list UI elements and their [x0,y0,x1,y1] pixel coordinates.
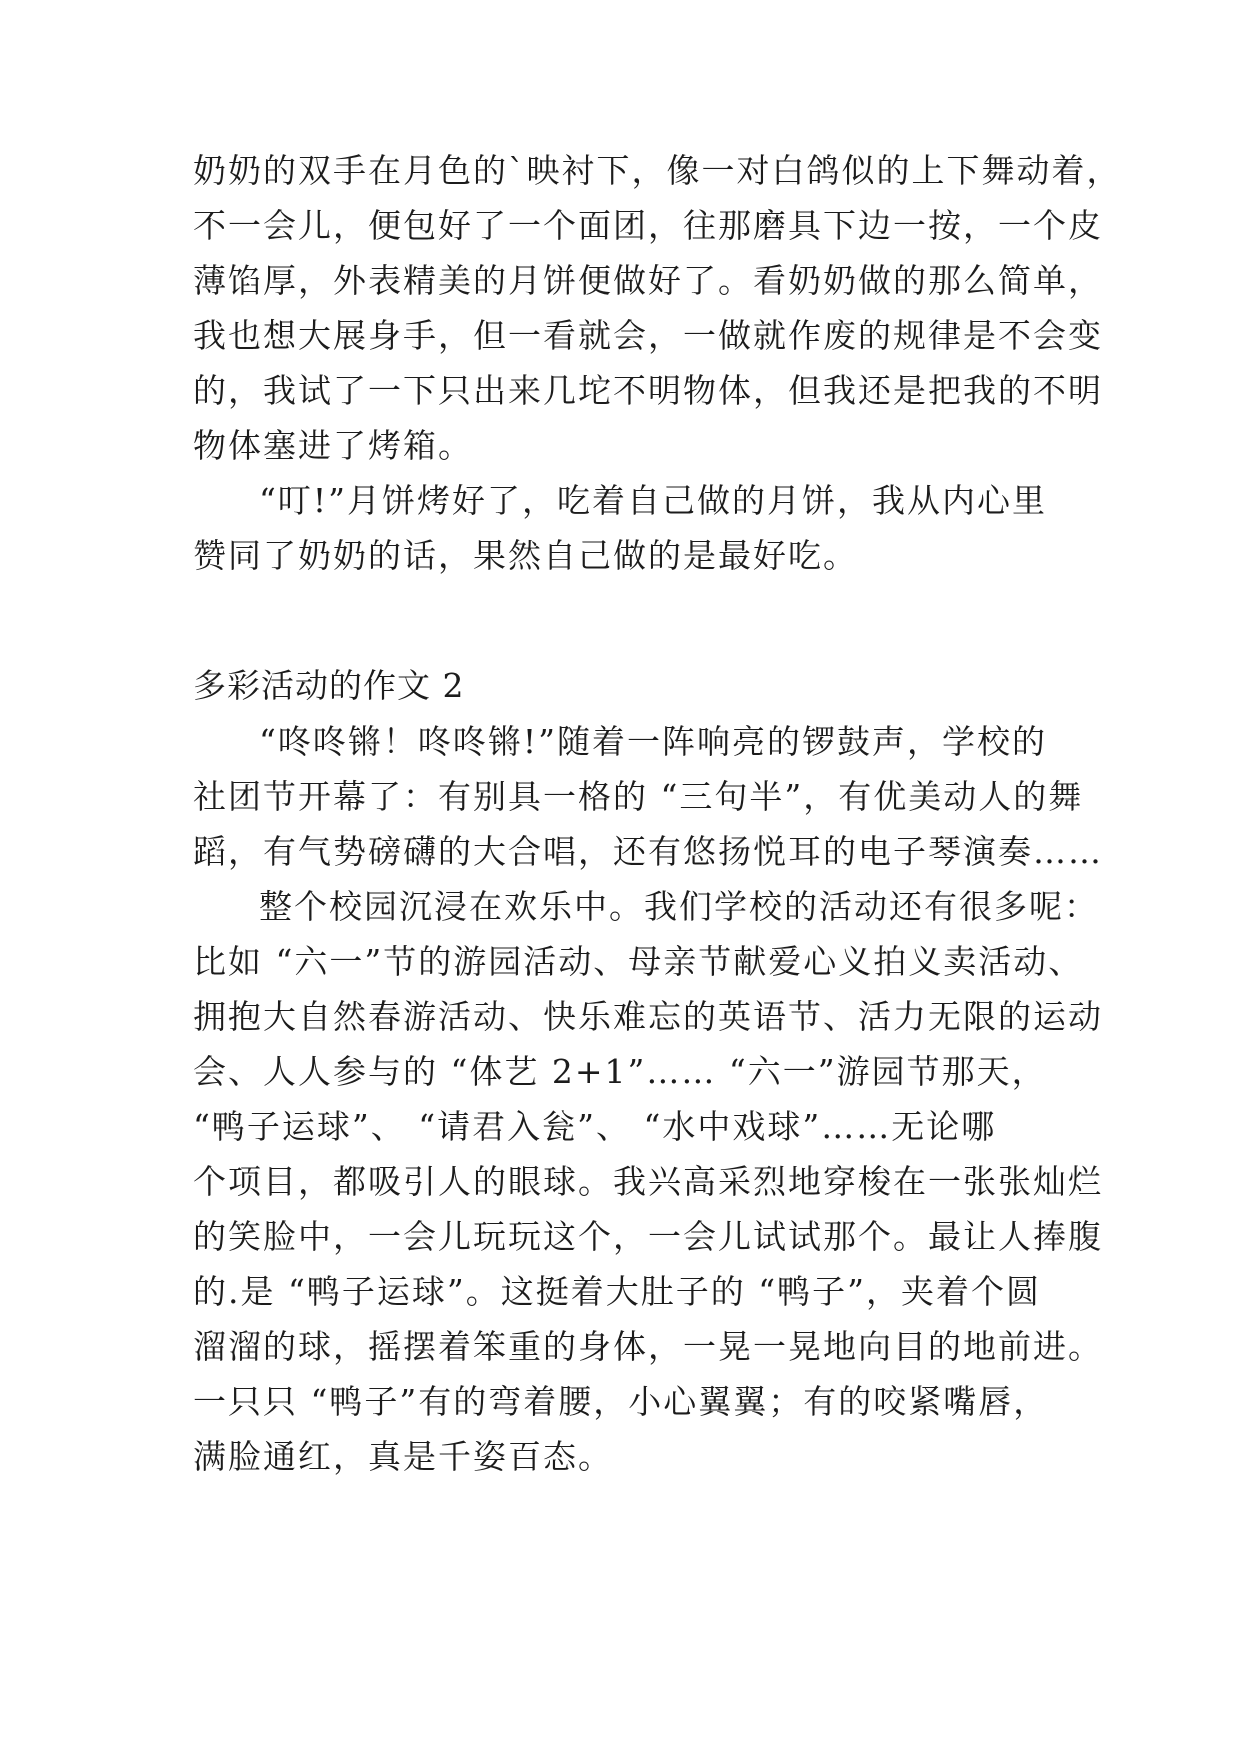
paragraph-line: 整个校园沉浸在欢乐中。我们学校的活动还有很多呢： [259,887,1099,926]
paragraph-line: 我也想大展身手，但一看就会，一做就作废的规律是不会变 [193,316,1103,355]
paragraph-line: “咚咚锵！咚咚锵!”随着一阵响亮的锣鼓声，学校的 [259,722,1048,761]
paragraph-line: 比如 “六一”节的游园活动、母亲节献爱心义拍义卖活动、 [193,942,1084,981]
paragraph-line: 奶奶的双手在月色的`映衬下，像一对白鸽似的上下舞动着， [193,151,1122,190]
paragraph-line: 的，我试了一下只出来几坨不明物体，但我还是把我的不明 [193,371,1103,410]
paragraph-line: 会、人人参与的 “体艺 2+1”…… “六一”游园节那天， [193,1052,1047,1091]
document-body [193,0,1122,1754]
paragraph-line: 个项目，都吸引人的眼球。我兴高采烈地穿梭在一张张灿烂 [193,1162,1103,1201]
paragraph-line: 社团节开幕了：有别具一格的 “三句半”，有优美动人的舞 [193,777,1084,816]
paragraph-line: 蹈，有气势磅礴的大合唱，还有悠扬悦耳的电子琴演奏…… [193,832,1103,871]
paragraph-line: 拥抱大自然春游活动、快乐难忘的英语节、活力无限的运动 [193,997,1103,1036]
paragraph-line: “鸭子运球”、 “请君入瓮”、 “水中戏球”……无论哪 [193,1107,997,1146]
paragraph-line: 的笑脸中，一会儿玩玩这个，一会儿试试那个。最让人捧腹 [193,1217,1103,1256]
paragraph-line: 一只只 “鸭子”有的弯着腰，小心翼翼；有的咬紧嘴唇， [193,1382,1049,1421]
paragraph-line: 薄馅厚，外表精美的月饼便做好了。看奶奶做的那么简单， [193,261,1103,300]
paragraph-line: “叮!”月饼烤好了，吃着自己做的月饼，我从内心里 [259,481,1048,520]
paragraph-line: 的.是 “鸭子运球”。这挺着大肚子的 “鸭子”，夹着个圆 [193,1272,1041,1311]
section-title: 多彩活动的作文 2 [193,666,465,705]
paragraph-line: 溜溜的球，摇摆着笨重的身体，一晃一晃地向目的地前进。 [193,1327,1103,1366]
paragraph-line: 物体塞进了烤箱。 [193,426,473,465]
paragraph-line: 满脸通红，真是千姿百态。 [193,1437,613,1476]
paragraph-line: 不一会儿，便包好了一个面团，往那磨具下边一按，一个皮 [193,206,1103,245]
paragraph-line: 赞同了奶奶的话，果然自己做的是最好吃。 [193,536,858,575]
